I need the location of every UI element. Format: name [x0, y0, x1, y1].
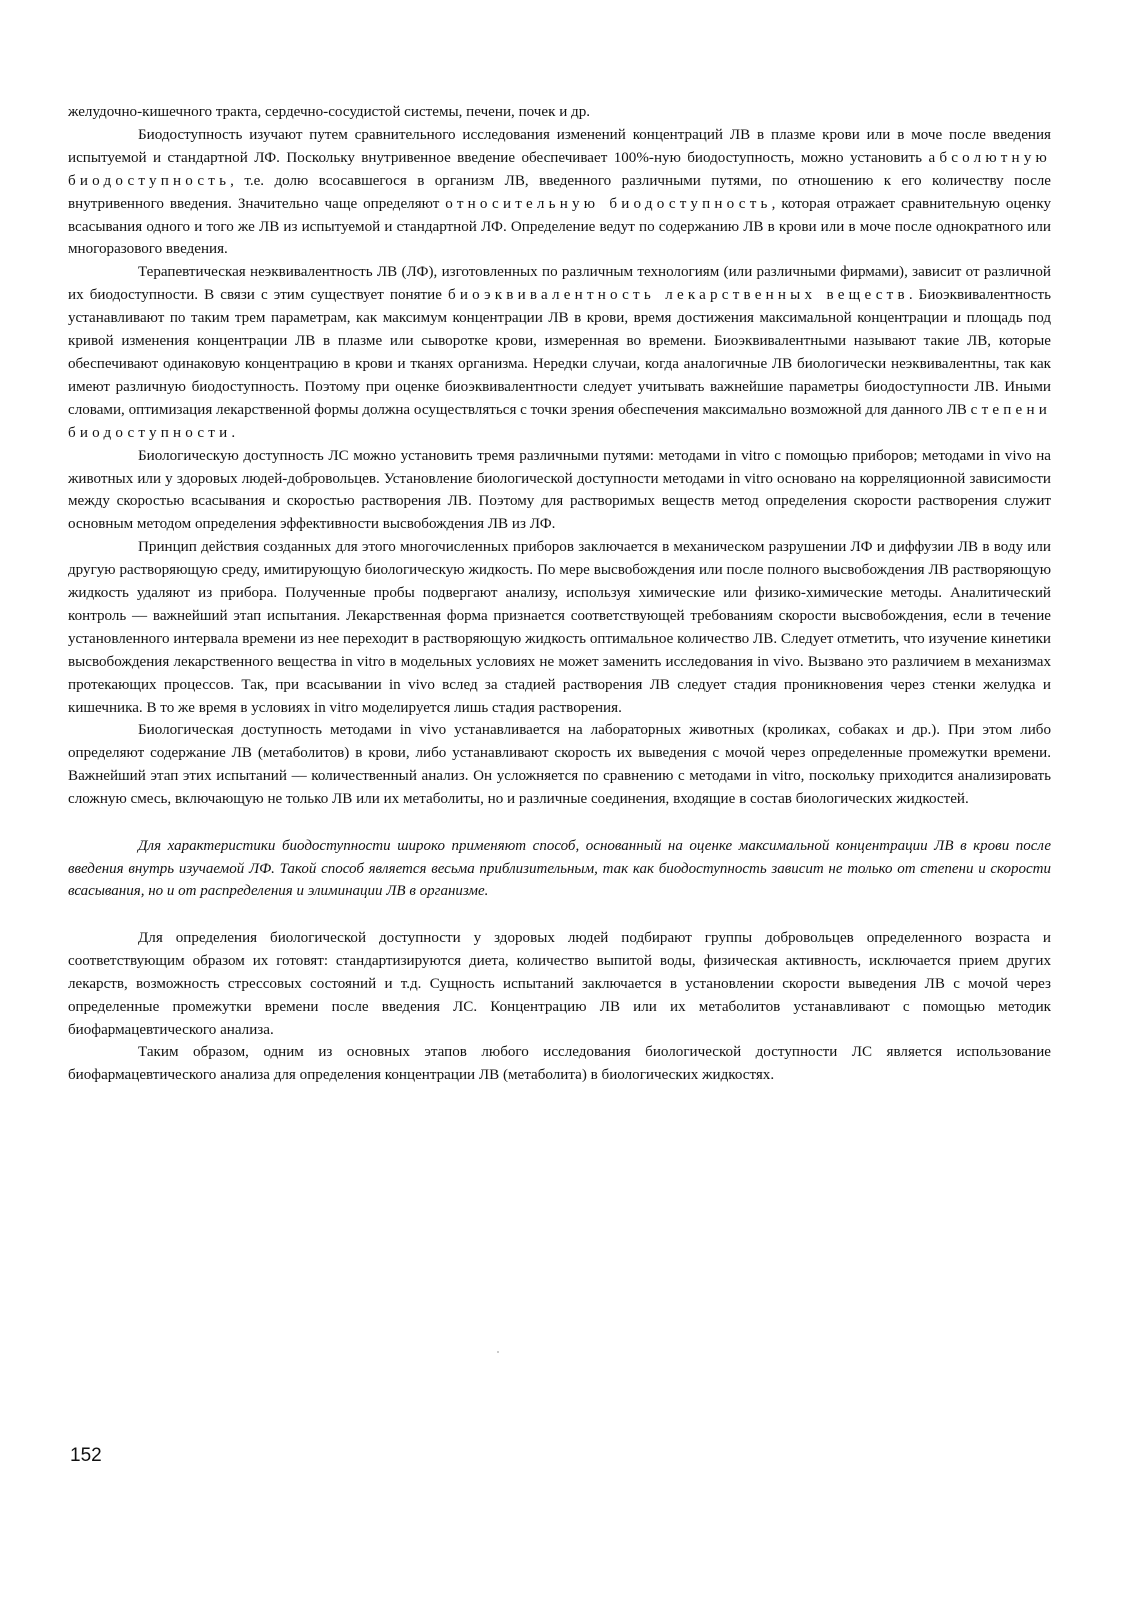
page-number: 152 — [70, 1445, 102, 1466]
spaced-term: биоэквивалентность лекарственных веществ — [447, 287, 909, 304]
paragraph-text: Биологическую доступность ЛС можно установить тремя различными путями: методами in vitro с помощью приборов; методами in vivo на животных или у здоровых людей-добровольцев. Установление биологической доступности методами in vitro основано на корреляционной зависимости между скоростью всасывания и скоростью растворения ЛВ. Поэтому для растворимых веществ метод определения скорости растворения служит основным методом определения эффективности высвобождения ЛВ из ЛФ. — [68, 447, 1051, 533]
paragraph-text: Принцип действия созданных для этого многочисленных приборов заключается в механическом разрушении ЛФ и диффузии ЛВ в воду или другую растворяющую среду, имитирующую биологическую жидкость. По мере высвобождения или после полного высвобождения ЛВ растворяющую жидкость удаляют из прибора. Полученные пробы подвергают анализу, используя химические или физико-химические методы. Аналитический контроль — важнейший этап испытания. Лекарственная форма признается соответствующей требованиям скорости высвобождения, если в течение установленного интервала времени из нее переходит в растворяющую жидкость оптимальное количество ЛВ. Следует отметить, что изучение кинетики высвобождения лекарственного вещества in vitro в модельных условиях не может заменить исследования in vivo. Вызвано это различием в механизмах протекающих процессов. Так, при всасывании in vivo вслед за стадией растворения ЛВ следует стадия проникновения через стенки желудка и кишечника. В то же время в условиях in vitro моделируется лишь стадия растворения. — [68, 539, 1051, 716]
paragraph-p7 — [68, 1041, 1051, 1087]
paragraph-text: Биодоступность изучают путем сравнительного исследования изменений концентраций ЛВ в плазме крови или в моче после введения испытуемой и стандартной ЛФ. Поскольку внутривенное введение обеспечивает 100%-ную биодоступность, можно установить — [68, 126, 1051, 166]
paragraph-text: , которая отражает сравнительную оценку всасывания одного и того же ЛВ из испытуемой и стандартной ЛФ. Определение ведут по содержанию ЛВ в крови или в моче после однократного или многоразового введения. — [68, 195, 1051, 258]
paragraph-text: . — [231, 424, 236, 441]
spaced-term: абсолютную биодоступность — [68, 149, 1051, 189]
paragraph-text: Для определения биологической доступности у здоровых людей подбирают группы добровольцев определенного возраста и соответствующим образом их готовят: стандартизируются диета, количество выпитой воды, физическая активность, исключается прием других лекарств, возможность стрессовых состояний и т.д. Сущность испытаний заключается в установлении скорости выведения ЛВ с мочой через определенные промежутки времени после введения ЛС. Концентрацию ЛВ или их метаболитов устанавливают с помощью методик биофармацевтического анализа. — [68, 929, 1051, 1038]
paragraph-p4 — [68, 536, 1051, 719]
paragraph-p6 — [68, 927, 1051, 1042]
spaced-term: относительную биодоступность — [445, 195, 772, 212]
paragraph-text: желудочно-кишечного тракта, сердечно-сосудистой системы, печени, почек и др. — [68, 104, 591, 120]
paragraph-p3 — [68, 445, 1051, 537]
scan-speck — [497, 1351, 499, 1353]
paragraph-text: Терапевтическая неэквивалентность ЛВ (ЛФ), изготовленных по различным технологиям (или различными фирмами), зависит от различной их биодоступности. В связи с этим существует понятие — [68, 264, 1051, 304]
body-text-bottom — [68, 927, 1051, 1087]
paragraph-p5 — [68, 719, 1051, 811]
page-content — [68, 101, 1051, 1087]
paragraph-p1 — [68, 124, 1051, 261]
paragraph-text: . Биоэквивалентность устанавливают по таким трем параметрам, как максимум концентрации ЛВ в крови, время достижения максимальной концентрации и площадь под кривой изменения концентрации ЛВ в плазме или сыворотке крови, измеренная во времени. Биоэквивалентными называют такие ЛВ, которые обеспечивают одинаковую концентрацию в крови и тканях организма. Нередки случаи, когда аналогичные ЛВ биологически неэквивалентны, так как имеют различную биодоступность. Поэтому при оценке биоэквивалентности следует учитывать важнейшие параметры биодоступности ЛВ. Иными словами, оптимизация лекарственной формы должна осуществляться с точки зрения обеспечения максимально возможной для данного ЛВ — [68, 287, 1051, 418]
paragraph-text: Биологическая доступность методами in vivo устанавливается на лабораторных животных (кроликах, собаках и др.). При этом либо определяют содержание ЛВ (метаболитов) в крови, либо устанавливают скорость их выведения с мочой через определенные промежутки времени. Важнейший этап этих испытаний — количественный анализ. Он усложняется по сравнению с методами in vitro, поскольку приходится анализировать сложную смесь, включающую не только ЛВ или их метаболиты, но и различные соединения, входящие в состав биологических жидкостей. — [68, 722, 1051, 808]
paragraph-text: , т.е. долю всосавшегося в организм ЛВ, введенного различными путями, по отношению к его количеству после внутривенного введения. Значительно чаще определяют — [68, 172, 1051, 212]
paragraph-text: Таким образом, одним из основных этапов любого исследования биологической доступности ЛС является использование биофармацевтического анализа для определения концентрации ЛВ (метаболита) в биологических жидкостях. — [68, 1044, 1051, 1084]
italic-note: Для характеристики биодоступности широко применяют способ, основанный на оценке максимальной концентрации ЛВ в крови после введения внутрь изучаемой ЛФ. Такой способ является весьма приблизительным, так как биодоступность зависит не только от степени и скорости всасывания, но и от распределения и элиминации ЛВ в организме. — [68, 838, 1051, 900]
body-text-top — [68, 101, 1051, 811]
paragraph-p2 — [68, 261, 1051, 444]
spaced-term: степени биодоступности — [68, 401, 1051, 441]
paragraph-p0 — [68, 101, 1051, 124]
